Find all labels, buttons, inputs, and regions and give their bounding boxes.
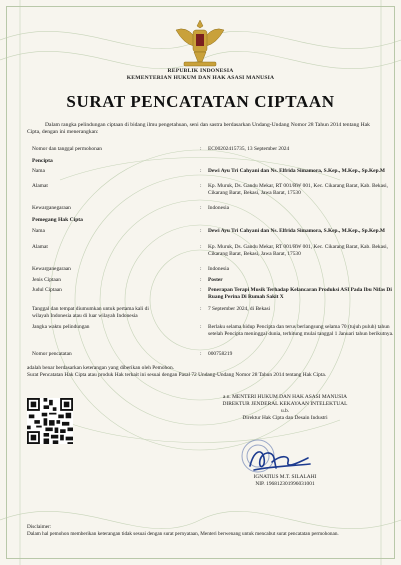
colon: :: [200, 306, 202, 312]
colon: :: [200, 351, 202, 357]
colon: :: [200, 205, 202, 211]
signatory-line-1: a.n. MENTERI HUKUM DAN HAK ASASI MANUSIA: [223, 394, 347, 400]
creator-section-title: Pencipta: [32, 158, 53, 164]
colon: :: [200, 324, 202, 330]
colon: :: [200, 266, 202, 272]
holder-nationality-label: Kewarganegaraan: [32, 266, 71, 272]
qr-code-icon: [27, 398, 73, 444]
signature-icon: [244, 444, 314, 474]
closing-legal-basis: Surat Pencatatan Hak Cipta atau produk Hak terkait ini sesuai dengan Pasal 72 Undang-Undang Nomor 28 Tahun 2014 tentang Hak Cipta.: [27, 372, 327, 378]
holder-address-label: Alamat: [32, 244, 48, 250]
record-number-label: Nomor pencatatan: [32, 351, 72, 357]
colon: :: [200, 287, 202, 293]
ministry-heading: KEMENTERIAN HUKUM DAN HAK ASASI MANUSIA: [126, 75, 275, 81]
protection-period-value: Berlaku selama hidup Pencipta dan terus berlangsung selama 70 (tujuh puluh) tahun setelah Pencipta meninggal dunia, terhitung mulai tanggal 1 Januari tahun berikutnya.: [208, 324, 394, 337]
disclaimer-label: Disclaimer:: [27, 524, 52, 530]
intro-paragraph: Dalam rangka pelindungan ciptaan di bidang ilmu pengetahuan, seni dan sastra berdasarkan Undang-Undang Nomor 28 Tahun 2014 tentang Hak Cipta, dengan ini menerangkan:: [27, 122, 370, 135]
document-title: SURAT PENCATATAN CIPTAAN: [66, 92, 335, 111]
creator-address-value: Kp. Muruk, Ds. Gandu Mekar, RT 001/RW 001, Kec. Cikarang Barat, Kab. Bekasi, Cikarang Barat, Bekasi, Jawa Barat, 17530: [208, 183, 388, 196]
application-label: Nomor dan tanggal permohonan: [32, 146, 102, 152]
garuda-emblem-icon: [172, 16, 228, 68]
publication-label: Tanggal dan tempat diumumkan untuk pertama kali di wilayah Indonesia atau di luar wilayah Indonesia: [32, 306, 149, 319]
signatory-name: IGNATIUS M.T. SILALAHI: [253, 474, 317, 480]
record-number-value: 000758219: [208, 351, 233, 357]
work-title-label: Judul Ciptaan: [32, 287, 62, 293]
signatory-line-2: DIREKTUR JENDERAL KEKAYAAN INTELEKTUAL: [222, 401, 348, 407]
creator-name-label: Nama: [32, 168, 45, 174]
holder-nationality-value: Indonesia: [208, 266, 229, 272]
work-title-value: Penerapan Terapi Musik Terhadap Kelancaran Produksi ASI Pada Ibu Nifas Di Ruang Perina Di Rumah Sakit X: [208, 287, 392, 300]
signatory-line-3: u.b.: [280, 408, 290, 414]
closing-statement: adalah benar berdasarkan keterangan yang diberikan oleh Pemohon.: [27, 365, 174, 371]
holder-address-value: Kp. Muruk, Ds. Gandu Mekar, RT 001/RW 001, Kec. Cikarang Barat, Kab. Bekasi, Cikarang Barat, Bekasi, Jawa Barat, 17530: [208, 244, 388, 257]
colon: :: [200, 168, 202, 174]
signatory-line-4: Direktur Hak Cipta dan Desain Industri: [242, 415, 328, 421]
republic-heading: REPUBLIK INDONESIA: [167, 68, 234, 74]
work-type-label: Jenis Ciptaan: [32, 277, 61, 283]
creator-nationality-label: Kewarganegaraan: [32, 205, 71, 211]
work-type-value: Poster: [208, 277, 223, 283]
colon: :: [200, 277, 202, 283]
holder-name-value: Dewi Ayu Tri Cahyani dan Ns. Elfrida Simamora, S.Kep., M.Kep., Sp.Kep.M: [208, 228, 386, 234]
creator-nationality-value: Indonesia: [208, 205, 229, 211]
colon: :: [200, 146, 202, 152]
holder-name-label: Nama: [32, 228, 45, 234]
creator-name-value: Dewi Ayu Tri Cahyani dan Ns. Elfrida Simamora, S.Kep., M.Kep., Sp.Kep.M: [208, 168, 386, 174]
publication-value: 7 September 2024, di Bekasi: [208, 306, 271, 312]
application-value: EC00202415735, 13 September 2024: [208, 146, 290, 152]
signatory-nip: NIP. 196812301996031001: [255, 481, 315, 487]
holder-section-title: Pemegang Hak Cipta: [32, 217, 83, 223]
protection-period-label: Jangka waktu pelindungan: [32, 324, 90, 330]
colon: :: [200, 228, 202, 234]
colon: :: [200, 183, 202, 189]
disclaimer-text: Dalam hal pemohon memberikan keterangan tidak sesuai dengan surat pernyataan, Menteri berwenang untuk mencabut surat pencatatan permohonan.: [27, 531, 339, 537]
creator-address-label: Alamat: [32, 183, 48, 189]
colon: :: [200, 244, 202, 250]
